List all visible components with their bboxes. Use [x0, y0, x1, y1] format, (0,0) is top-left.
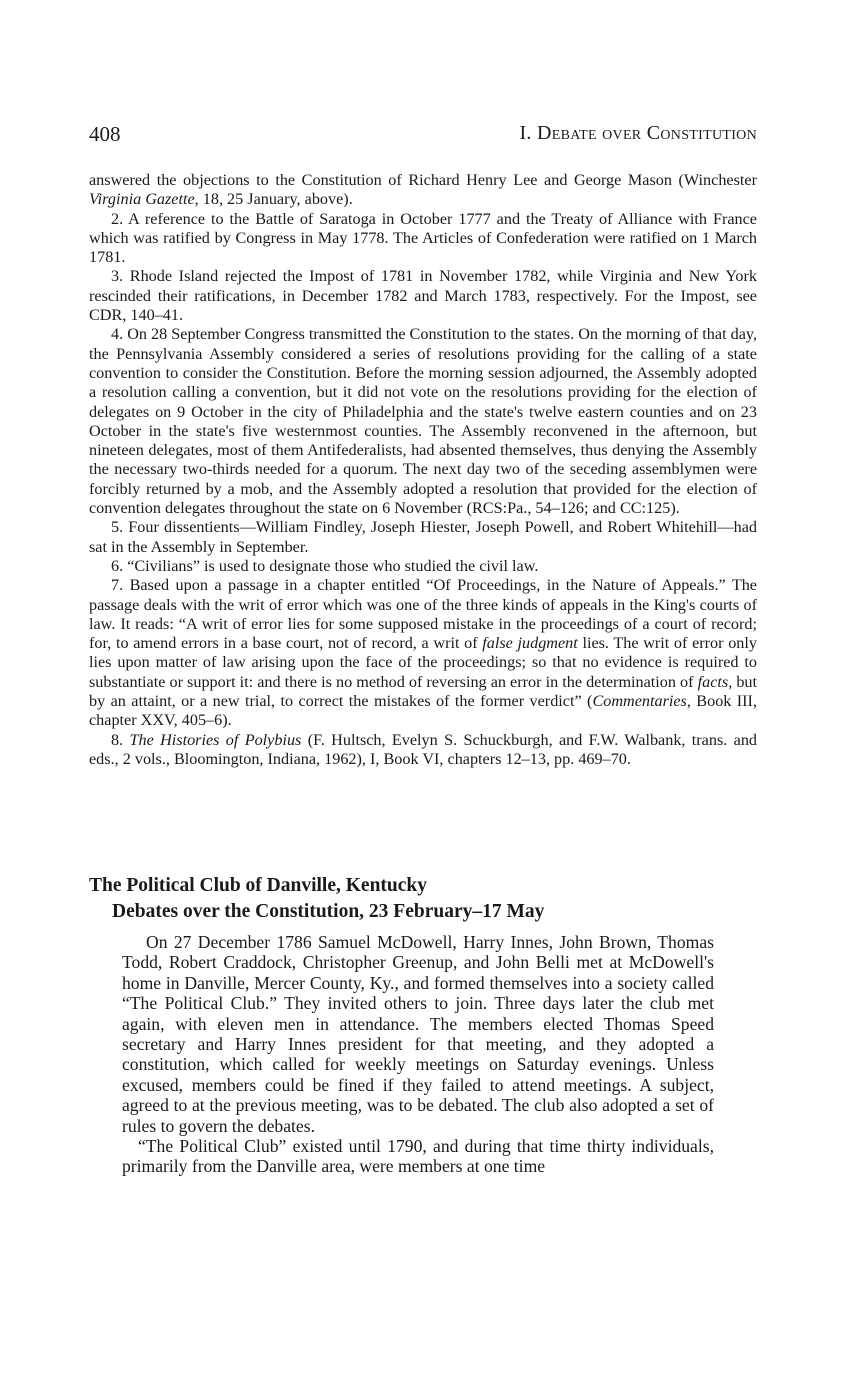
note-6: 6. “Civilians” is used to designate those who studied the civil law.: [111, 556, 539, 575]
section-body: [122, 932, 714, 1177]
note-5: 5. Four dissentients—William Findley, Joseph Hiester, Joseph Powell, and Robert Whitehill—had sat in the Assembly in September.: [89, 518, 757, 556]
note-2: 2. A reference to the Battle of Saratoga in October 1777 and the Treaty of Alliance with France which was ratified by Congress in May 1778. The Articles of Confederation were ratified on 1 March 1781.: [89, 209, 757, 267]
section-heading: [89, 873, 757, 925]
body-paragraph-2: “The Political Club” existed until 1790, and during that time thirty individuals, primarily from the Danville area, were members at one time: [122, 1136, 714, 1177]
note-8: 8. The Histories of Polybius (F. Hultsch, Evelyn S. Schuckburgh, and F.W. Walbank, trans. and eds., 2 vols., Bloomington, Indiana, 1962), I, Book VI, chapters 12–13, pp. 469–70.: [89, 730, 758, 768]
note-3: 3. Rhode Island rejected the Impost of 1781 in November 1782, while Virginia and New York rescinded their ratifications, in December 1782 and March 1783, respectively. For the Impost, see CDR, 140–41.: [89, 267, 757, 325]
body-paragraph-1: On 27 December 1786 Samuel McDowell, Harry Innes, John Brown, Thomas Todd, Robert Craddock, Christopher Greenup, and John Belli met at McDowell's home in Danville, Mercer County, Ky., and formed themselves into a society called “The Political Club.” They invited others to join. Three days later the club met again, with eleven men in attendance. The members elected Thomas Speed secretary and Harry Innes president for that meeting, and they adopted a constitution, which called for weekly meetings on Saturday evenings. Unless excused, members could be fined if they failed to attend meetings. A subject, agreed to at the previous meeting, was to be debated. The club also adopted a set of rules to govern the debates.: [122, 932, 714, 1136]
page-number: 408: [89, 122, 121, 146]
running-head: I. Debate over Constitution: [519, 122, 757, 144]
section-title-line-1: The Political Club of Danville, Kentucky: [89, 875, 428, 896]
section-title-line-2: Debates over the Constitution, 23 February–17 May: [112, 901, 545, 922]
note-4: 4. On 28 September Congress transmitted the Constitution to the states. On the morning of that day, the Pennsylvania Assembly considered a series of resolutions providing for the calling of a state convention to consider the Constitution. Before the morning session adjourned, the Assembly adopted a resolution calling a convention, but it did not vote on the resolutions providing for the election of delegates on 9 October in the city of Philadelphia and the state's twelve eastern counties and on 23 October in the state's five westernmost counties. The Assembly reconvened in the afternoon, but nineteen delegates, most of them Antifederalists, had absented themselves, thus denying the Assembly the necessary two-thirds needed for a quorum. The next day two of the seceding assemblymen were forcibly returned by a mob, and the Assembly adopted a resolution that provided for the election of convention delegates throughout the state on 6 November (RCS:Pa., 54–126; and CC:125).: [89, 325, 757, 518]
endnotes: [89, 171, 757, 769]
page-header: [89, 122, 757, 152]
note-1-continuation: answered the objections to the Constitution of Richard Henry Lee and George Mason (Winchester Virginia Gazette, 18, 25 January, above).: [89, 171, 757, 209]
note-7: 7. Based upon a passage in a chapter entitled “Of Proceedings, in the Nature of Appeals.” The passage deals with the writ of error which was one of the three kinds of appeals in the King's courts of law. It reads: “A writ of error lies for some supposed mistake in the proceedings of a court of record; for, to amend errors in a base court, not of record, a writ of false judgment lies. The writ of error only lies upon matter of law arising upon the face of the proceedings; so that no evidence is required to substantiate or support it: and there is no method of reversing an error in the determination of facts, but by an attaint, or a new trial, to correct the mistakes of the former verdict” (Commentaries, Book III, chapter XXV, 405–6).: [89, 576, 758, 730]
